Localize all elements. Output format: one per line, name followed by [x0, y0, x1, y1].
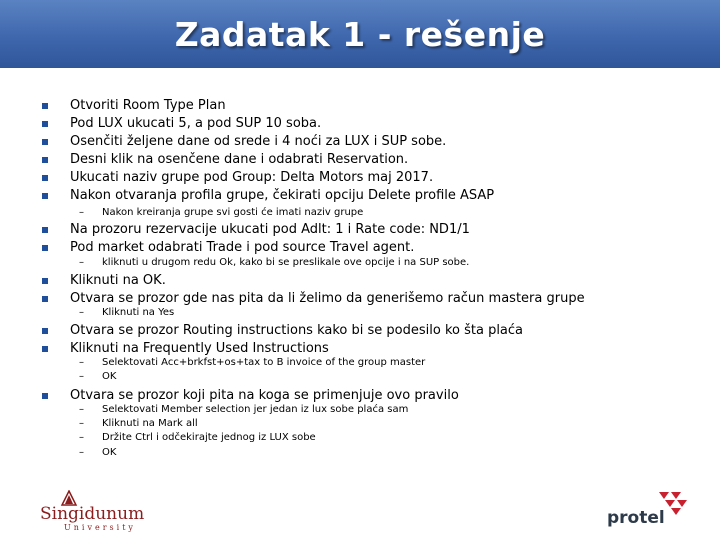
singidunum-sub: University	[64, 523, 136, 532]
slide-title: Zadatak 1 - rešenje	[174, 14, 546, 54]
square-bullet-icon	[42, 346, 48, 352]
list-item-text: Selektovati Member selection jer jedan iz lux sobe plaća sam	[102, 404, 409, 415]
list-item-text: Selektovati Acc+brkfst+os+tax to B invoice of the group master	[102, 357, 426, 368]
dash-bullet-icon: –	[79, 404, 84, 415]
list-item-text: kliknuti u drugom redu Ok, kako bi se preslikale ove opcije i na SUP sobe.	[102, 257, 470, 268]
list-item-text: Desni klik na osenčene dane i odabrati Reservation.	[70, 152, 409, 167]
square-bullet-icon	[42, 245, 48, 251]
square-bullet-icon	[42, 278, 48, 284]
singidunum-name: Singidunum	[40, 504, 145, 524]
square-bullet-icon	[42, 328, 48, 334]
protel-logo	[605, 492, 695, 532]
list-item-text: Nakon otvaranja profila grupe, čekirati opciju Delete profile ASAP	[70, 188, 495, 203]
square-bullet-icon	[42, 227, 48, 233]
square-bullet-icon	[42, 121, 48, 127]
list-item-text: Nakon kreiranja grupe svi gosti će imati naziv grupe	[102, 207, 364, 218]
dash-bullet-icon: –	[79, 371, 84, 382]
dash-bullet-icon: –	[79, 207, 84, 218]
list-item-text: Kliknuti na Frequently Used Instructions	[70, 341, 329, 356]
list-item-text: Ukucati naziv grupe pod Group: Delta Motors maj 2017.	[70, 170, 434, 185]
list-item-text: Kliknuti na OK.	[70, 273, 166, 288]
list-item-text: Držite Ctrl i odčekirajte jednog iz LUX sobe	[102, 432, 316, 443]
list-item-text: Kliknuti na Mark all	[102, 418, 198, 429]
list-item-text: Na prozoru rezervacije ukucati pod Adlt: 1 i Rate code: ND1/1	[70, 222, 470, 237]
list-item-text: Kliknuti na Yes	[102, 307, 175, 318]
list-item-text: Otvara se prozor Routing instructions kako bi se podesilo ko šta plaća	[70, 323, 524, 338]
list-item-text: Osenčiti željene dane od srede i 4 noći za LUX i SUP sobe.	[70, 134, 447, 149]
list-item-text: OK	[102, 447, 117, 458]
list-item-text: Otvara se prozor gde nas pita da li želimo da generišemo račun mastera grupe	[70, 291, 585, 306]
dash-bullet-icon: –	[79, 307, 84, 318]
dash-bullet-icon: –	[79, 418, 84, 429]
list-item-text: Pod LUX ukucati 5, a pod SUP 10 soba.	[70, 116, 322, 131]
square-bullet-icon	[42, 139, 48, 145]
dash-bullet-icon: –	[79, 432, 84, 443]
square-bullet-icon	[42, 175, 48, 181]
dash-bullet-icon: –	[79, 257, 84, 268]
square-bullet-icon	[42, 103, 48, 109]
square-bullet-icon	[42, 157, 48, 163]
dash-bullet-icon: –	[79, 357, 84, 368]
square-bullet-icon	[42, 193, 48, 199]
singidunum-logo	[38, 490, 158, 535]
list-item-text: OK	[102, 371, 117, 382]
protel-name: protel	[607, 508, 665, 528]
square-bullet-icon	[42, 296, 48, 302]
list-item-text: Pod market odabrati Trade i pod source Travel agent.	[70, 240, 415, 255]
dash-bullet-icon: –	[79, 447, 84, 458]
list-item-text: Otvara se prozor koji pita na koga se primenjuje ovo pravilo	[70, 388, 459, 403]
square-bullet-icon	[42, 393, 48, 399]
list-item-text: Otvoriti Room Type Plan	[70, 98, 226, 113]
